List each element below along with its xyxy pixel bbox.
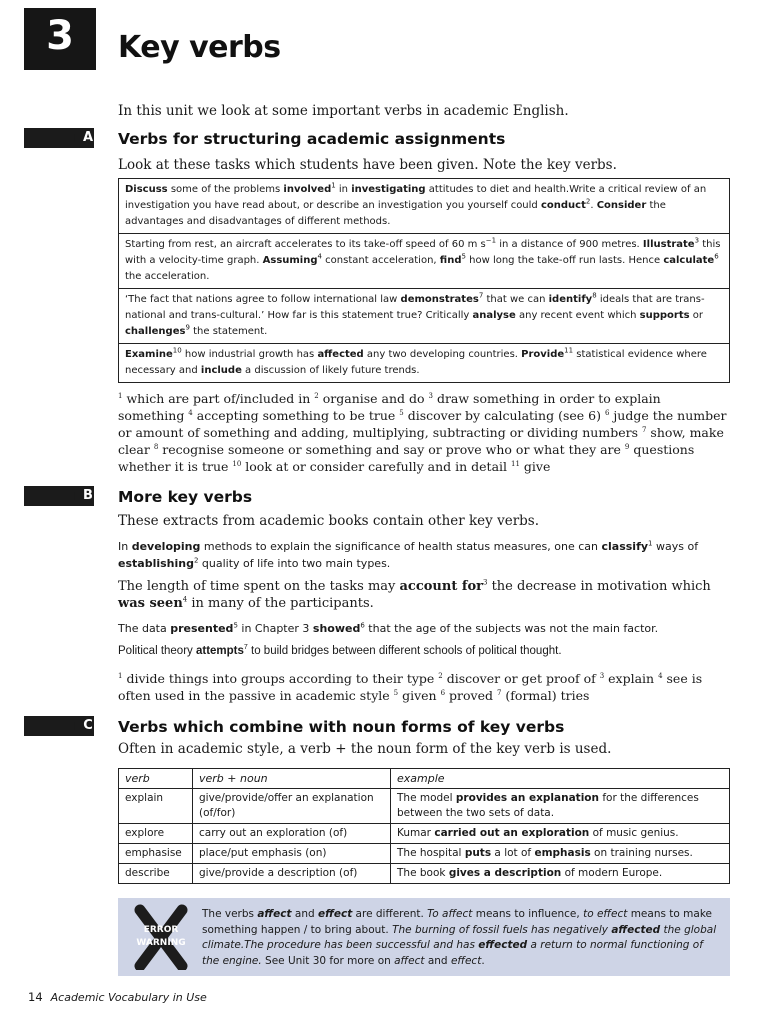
- unit-title: Key verbs: [118, 30, 281, 65]
- intro-text: In this unit we look at some important verbs in academic English.: [118, 103, 569, 119]
- task-cell: Examine$^{10}$ how industrial growth has affected any two developing countries. Provide$^{11}$ statistical evidence where necessary and include a discussion of likely future trends.: [125, 346, 707, 376]
- extract-3: The data presented$^5$ in Chapter 3 showed$^6$ that the age of the subjects was not the main factor.: [118, 621, 659, 635]
- task-box: [118, 178, 730, 383]
- error-warning-box: [118, 898, 730, 976]
- cell-example: The hospital puts a lot of emphasis on training nurses.: [391, 844, 730, 864]
- section-b-letter: B: [83, 488, 93, 503]
- page-number: 14: [28, 990, 43, 1004]
- cell-verb-noun: give/provide a description (of): [193, 864, 391, 884]
- extract-1: In developing methods to explain the significance of health status measures, one can classify$^1$ ways of establishing$^2$ quality of life into two main types.: [118, 539, 699, 570]
- section-a-glosses: $^1$ which are part of/included in $^2$ organise and do $^3$ draw something in order to explain something $^4$ accepting something to be true $^5$ discover by calculating (see 6) $^6$ judge the number or amount of something and adding, multiplying, subtracting or dividing numbers $^7$ show, make clear $^8$ recognise someone or something and say or prove who or what they are $^9$ questions whether it is true $^{10}$ look at or consider carefully and in detail $^{11}$ give: [118, 391, 727, 474]
- cell-verb: emphasise: [119, 844, 193, 864]
- error-warning-icon: [128, 904, 194, 970]
- task-cell: Starting from rest, an aircraft accelerates to its take-off speed of 60 m $s^{-1}$ in a distance of 900 metres. Illustrate$^3$ this with a velocity-time graph. Assuming$^4$ constant acceleration, find$^5$ how long the take-off run lasts. Hence calculate$^6$ the acceleration.: [119, 234, 729, 289]
- cell-verb-noun: place/put emphasis (on): [193, 844, 391, 864]
- warning-label-error: ERROR: [143, 925, 179, 935]
- page-footer: [28, 990, 207, 1004]
- table-row: [119, 789, 730, 824]
- cell-example: The book gives a description of modern Europe.: [391, 864, 730, 884]
- section-c-lead: Often in academic style, a verb + the noun form of the key verb is used.: [118, 741, 612, 757]
- section-b-title: More key verbs: [118, 488, 253, 506]
- cell-verb: explore: [119, 824, 193, 844]
- cell-verb: describe: [119, 864, 193, 884]
- header-verb-noun: verb + noun: [193, 769, 391, 789]
- section-b-glosses: $^1$ divide things into groups according to their type $^2$ discover or get proof of $^3$ explain $^4$ see is often used in the passive in academic style $^5$ given $^6$ proved $^7$ (formal) tries: [118, 671, 703, 703]
- warning-text: The verbs affect and effect are different. To affect means to influence, to effect means to make something happen / to bring about. The burning of fossil fuels has negatively affected the global climate.The procedure has been successful and has effected a return to normal functioning of the engine. See Unit 30 for more on affect and effect.: [202, 908, 717, 967]
- section-a-letter: A: [82, 130, 94, 145]
- section-b-lead: These extracts from academic books contain other key verbs.: [118, 513, 540, 529]
- table-row: [119, 864, 730, 884]
- header-example: example: [391, 769, 730, 789]
- section-c-title: Verbs which combine with noun forms of key verbs: [118, 718, 565, 736]
- task-cell: ‘The fact that nations agree to follow international law demonstrates$^7$ that we can identify$^8$ ideals that are trans-national and trans-cultural.’ How far is this statement true? Critically analyse any recent event which supports or challenges$^9$ the statement.: [119, 289, 729, 344]
- cell-example: The model provides an explanation for the differences between the two sets of data.: [391, 789, 730, 824]
- task-cell: Discuss some of the problems involved$^1$ in investigating attitudes to diet and health.Write a critical review of an investigation you have read about, or describe an investigation you yourself could conduct$^2$. Consider the advantages and disadvantages of different methods.: [119, 179, 729, 234]
- cell-verb: explain: [119, 789, 193, 824]
- cell-example: Kumar carried out an exploration of music genius.: [391, 824, 730, 844]
- table-header-row: [119, 769, 730, 789]
- header-verb: verb: [119, 769, 193, 789]
- cell-verb-noun: carry out an exploration (of): [193, 824, 391, 844]
- section-a-title: Verbs for structuring academic assignments: [118, 130, 506, 148]
- table-row: [119, 844, 730, 864]
- unit-number: 3: [46, 13, 74, 59]
- table-row: [119, 824, 730, 844]
- verb-noun-table: [118, 768, 730, 884]
- extract-4: Political theory attempts$^7$ to build bridges between different schools of political thought.: [118, 644, 562, 657]
- section-c-letter: C: [83, 718, 93, 733]
- cell-verb-noun: give/provide/offer an explanation (of/for): [193, 789, 391, 824]
- extract-2: The length of time spent on the tasks may account for$^3$ the decrease in motivation which was seen$^4$ in many of the participants.: [118, 578, 711, 611]
- warning-label-warning: WARNING: [136, 938, 186, 948]
- section-a-lead: Look at these tasks which students have been given. Note the key verbs.: [118, 157, 617, 173]
- book-title: Academic Vocabulary in Use: [50, 991, 207, 1004]
